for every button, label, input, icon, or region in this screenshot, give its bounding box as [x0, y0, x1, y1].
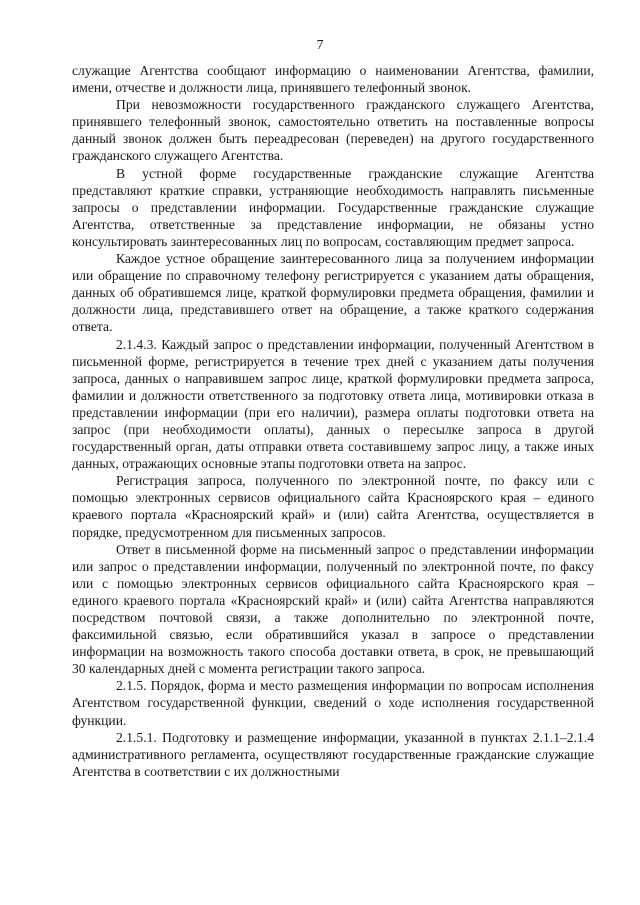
paragraph-electronic-registration: Регистрация запроса, полученного по электронной почте, по факсу или с помощью электронных сервисов официального сайта Красноярского края – единого краевого портала «Красноярский край» и (или) сайта Агентства, осуществляется в порядке, предусмотренном для письменных запросов.	[72, 473, 594, 540]
document-body	[72, 62, 594, 780]
paragraph-2-1-5: 2.1.5. Порядок, форма и место размещения информации по вопросам исполнения Агентством государственной функции, сведений о ходе исполнения государственной функции.	[72, 678, 594, 728]
paragraph-oral-registration: Каждое устное обращение заинтересованного лица за получением информации или обращение по справочному телефону регистрируется с указанием даты обращения, данных об обратившемся лице, краткой формулировки предмета обращения, фамилии и должности лица, представившего ответ на обращение, а также краткого содержания ответа.	[72, 251, 594, 335]
page-number: 7	[316, 38, 324, 53]
paragraph-oral-consultation: В устной форме государственные гражданские служащие Агентства представляют краткие справки, устраняющие необходимость направлять письменные запросы о представлении информации. Государственные гражданские служащие Агентства, ответственные за представление информации, не обязаны устно консультировать заинтересованных лиц по вопросам, составляющим предмет запроса.	[72, 165, 594, 249]
paragraph-continuation: служащие Агентства сообщают информацию о наименовании Агентства, фамилии, имени, отчестве и должности лица, принявшего телефонный звонок.	[72, 63, 594, 96]
paragraph-redirect-call: При невозможности государственного гражданского служащего Агентства, принявшего телефонный звонок, самостоятельно ответить на поставленные вопросы данный звонок должен быть переадресован (переведен) на другого государственного гражданского служащего Агентства.	[72, 97, 594, 164]
paragraph-2-1-4-3: 2.1.4.3. Каждый запрос о представлении информации, полученный Агентством в письменной форме, регистрируется в течение трех дней с указанием даты получения запроса, данных о направившем запрос лице, краткой формулировки предмета запроса, фамилии и должности ответственного за подготовку ответа лица, мотивировки отказа в представлении информации (при его наличии), размера оплаты подготовки ответа на запрос (при необходимости оплаты), данных о пересылке запроса в другой государственный орган, даты отправки ответа составившему запрос лицу, а также иных данных, отражающих основные этапы подготовки ответа на запрос.	[72, 336, 594, 472]
paragraph-written-answer: Ответ в письменной форме на письменный запрос о представлении информации или запрос о представлении информации, полученный по электронной почте, по факсу или с помощью электронных сервисов официального сайта Красноярского края – единого краевого портала «Красноярский край» и (или) сайта Агентства направляются посредством почтовой связи, а также дополнительно по электронной почте, факсимильной связью, если обратившийся указал в запросе о представлении информации на возможность такого способа доставки ответа, в срок, не превышающий 30 календарных дней с момента регистрации такого запроса.	[72, 541, 594, 677]
paragraph-2-1-5-1: 2.1.5.1. Подготовку и размещение информации, указанной в пунктах 2.1.1–2.1.4 административного регламента, осуществляют государственные гражданские служащие Агентства в соответствии с их должностными	[72, 729, 594, 779]
